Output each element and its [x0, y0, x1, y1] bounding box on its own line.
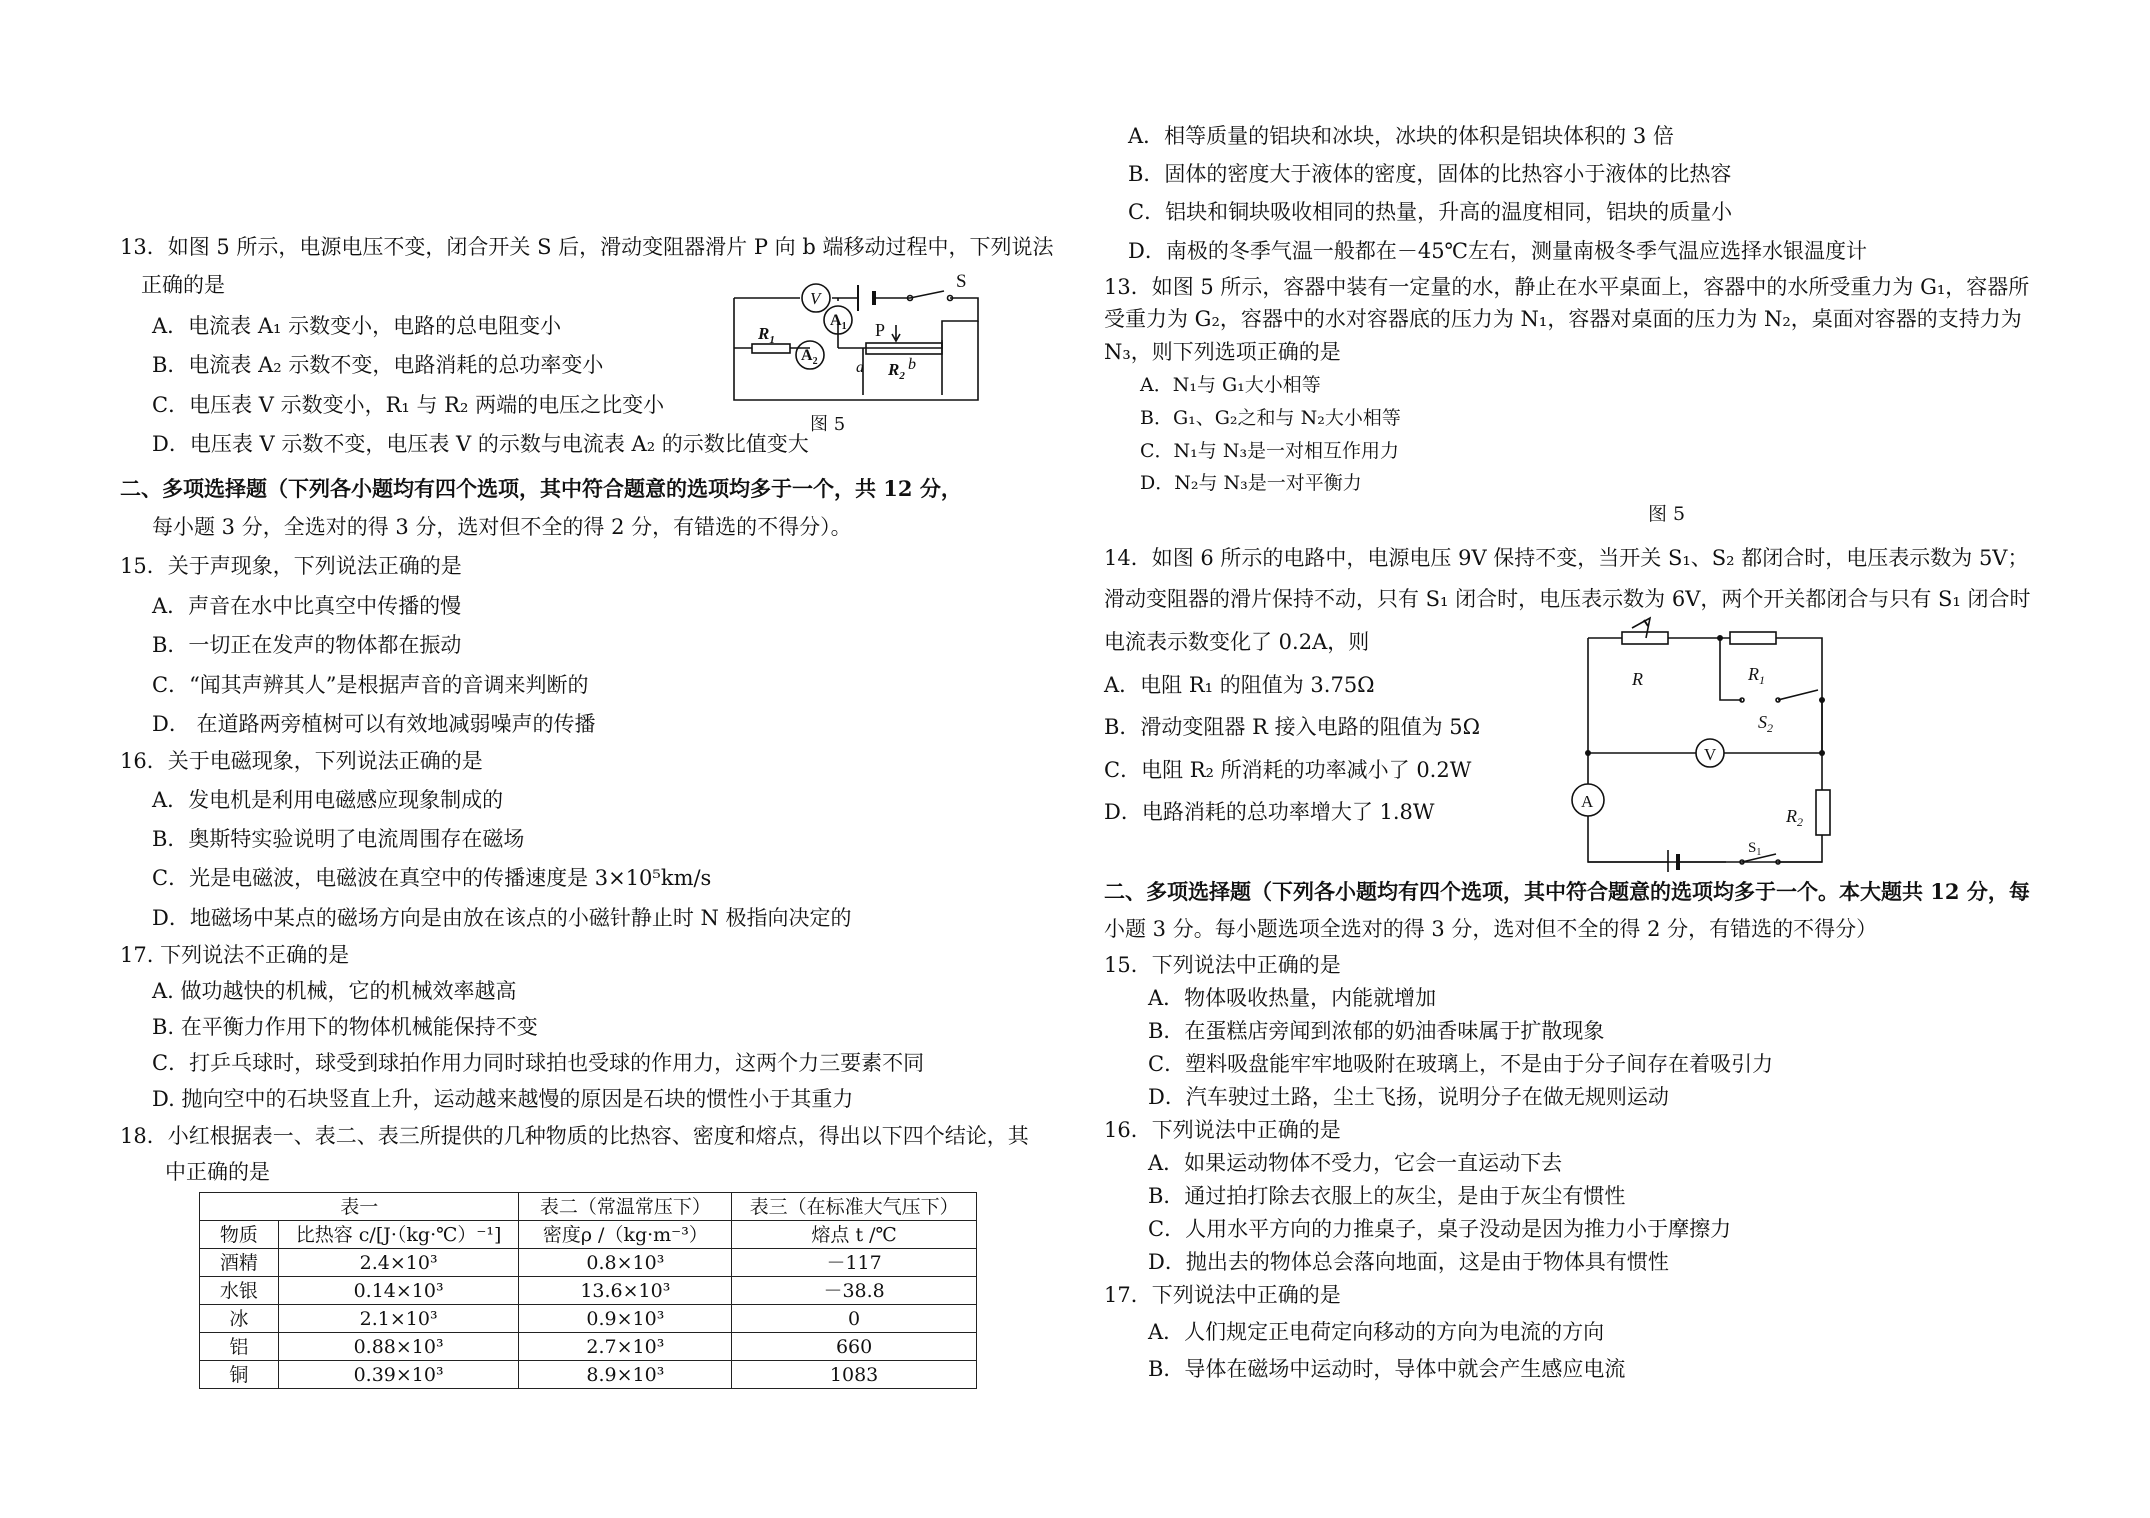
p-label: P — [875, 320, 886, 340]
question-14-option-b: B．滑动变阻器 R 接入电路的阻值为 5Ω — [1104, 715, 1481, 739]
question-14-stem-2: 滑动变阻器的滑片保持不动，只有 S₁ 闭合时，电压表示数为 6V，两个开关都闭合与只有 S₁ 闭合时 — [1104, 587, 2031, 611]
table-column-header-row — [200, 1221, 977, 1249]
question-15-option-b: B．一切正在发声的物体都在振动 — [152, 633, 462, 657]
right-question-17-option-b: B．导体在磁场中运动时，导体中就会产生感应电流 — [1148, 1357, 1626, 1381]
right-question-15-option-d: D．汽车驶过土路，尘土飞扬，说明分子在做无规则运动 — [1148, 1085, 1669, 1109]
table-header: 密度ρ /（kg·m⁻³） — [519, 1221, 732, 1249]
figure-5-circuit — [728, 265, 988, 430]
table-cell: 0.9×10³ — [519, 1305, 732, 1333]
right-section-2-heading: 二、多项选择题（下列各小题均有四个选项，其中符合题意的选项均多于一个。本大题共 12 分，每 — [1104, 879, 2030, 904]
question-15-stem: 15．关于声现象，下列说法正确的是 — [120, 554, 462, 578]
question-13-option-d: D．电压表 V 示数不变，电压表 V 的示数与电流表 A₂ 的示数比值变大 — [152, 432, 809, 456]
table-row — [200, 1305, 977, 1333]
table-cell: 2.4×10³ — [278, 1249, 519, 1277]
b-label: b — [908, 356, 916, 373]
right-question-13-option-a: A．N₁与 G₁大小相等 — [1140, 374, 1321, 396]
question-14-option-a: A．电阻 R₁ 的阻值为 3.75Ω — [1104, 673, 1375, 697]
table-cell: 13.6×10³ — [519, 1277, 732, 1305]
table-row — [200, 1361, 977, 1389]
right-question-16-option-a: A．如果运动物体不受力，它会一直运动下去 — [1148, 1151, 1563, 1175]
right-question-16-stem: 16．下列说法中正确的是 — [1104, 1118, 1341, 1142]
r2-resistor — [1816, 790, 1830, 835]
question-15-option-c: C．“闻其声辨其人”是根据声音的音调来判断的 — [152, 673, 589, 697]
table-cell: 1083 — [732, 1361, 977, 1389]
question-18-stem: 18．小红根据表一、表二、表三所提供的几种物质的比热容、密度和熔点，得出以下四个结论，其 — [120, 1124, 1029, 1148]
question-17-option-d: D. 抛向空中的石块竖直上升，运动越来越慢的原因是石块的惯性小于其重力 — [152, 1087, 854, 1111]
a1-label: $A_1$ — [830, 312, 847, 332]
question-17-option-c: C．打乒乓球时，球受到球拍作用力同时球拍也受球的作用力，这两个力三要素不同 — [152, 1051, 925, 1075]
r2-label: $R_2$ — [888, 360, 905, 382]
table-group-header-row — [200, 1193, 977, 1221]
a2-label: $A_2$ — [801, 347, 818, 367]
right-question-16-option-c: C．人用水平方向的力推桌子，桌子没动是因为推力小于摩擦力 — [1148, 1217, 1732, 1241]
question-13-stem-cont: 正确的是 — [141, 273, 225, 297]
right-question-15-option-b: B．在蛋糕店旁闻到浓郁的奶油香味属于扩散现象 — [1148, 1019, 1605, 1043]
question-14-option-c: C．电阻 R₂ 所消耗的功率减小了 0.2W — [1104, 758, 1472, 782]
figure-5-caption: 图 5 — [810, 414, 846, 435]
question-16-option-b: B．奥斯特实验说明了电流周围存在磁场 — [152, 827, 525, 851]
table-cell: －38.8 — [732, 1277, 977, 1305]
question-13-option-a: A．电流表 A₁ 示数变小，电路的总电阻变小 — [152, 314, 562, 338]
table-cell: 0.88×10³ — [278, 1333, 519, 1361]
right-question-16-option-b: B．通过拍打除去衣服上的灰尘，是由于灰尘有惯性 — [1148, 1184, 1626, 1208]
question-18-option-b: B．固体的密度大于液体的密度，固体的比热容小于液体的比热容 — [1128, 162, 1732, 186]
s1-label: $S_1$ — [1748, 840, 1762, 858]
table-cell: 铜 — [200, 1361, 279, 1389]
question-16-option-c: C．光是电磁波，电磁波在真空中的传播速度是 3×10⁵km/s — [152, 866, 712, 890]
table-cell: 0.14×10³ — [278, 1277, 519, 1305]
question-15-option-a: A．声音在水中比真空中传播的慢 — [152, 594, 462, 618]
question-14-stem-3: 电流表示数变化了 0.2A，则 — [1104, 630, 1370, 654]
question-18-option-d: D．南极的冬季气温一般都在－45℃左右，测量南极冬季气温应选择水银温度计 — [1128, 239, 1868, 263]
right-question-13-option-d: D．N₂与 N₃是一对平衡力 — [1140, 472, 1362, 494]
slider-p — [892, 325, 900, 341]
right-question-17-option-a: A．人们规定正电荷定向移动的方向为电流的方向 — [1148, 1320, 1605, 1344]
question-13-option-b: B．电流表 A₂ 示数不变，电路消耗的总功率变小 — [152, 353, 604, 377]
question-13-option-c: C．电压表 V 示数变小，R₁ 与 R₂ 两端的电压之比变小 — [152, 393, 665, 417]
right-question-13-option-c: C．N₁与 N₃是一对相互作用力 — [1140, 440, 1400, 462]
v-label: V — [1704, 745, 1717, 764]
right-figure-5-caption: 图 5 — [1648, 503, 1686, 525]
switch-label: S — [956, 271, 967, 292]
table-row — [200, 1249, 977, 1277]
table-header: 表一 — [200, 1193, 519, 1221]
right-question-16-option-d: D．抛出去的物体总会落向地面，这是由于物体具有惯性 — [1148, 1250, 1669, 1274]
question-16-option-a: A．发电机是利用电磁感应现象制成的 — [152, 788, 504, 812]
question-15-option-d: D． 在道路两旁植树可以有效地减弱噪声的传播 — [152, 712, 596, 736]
question-17-option-b: B. 在平衡力作用下的物体机械能保持不变 — [152, 1015, 538, 1039]
question-16-stem: 16．关于电磁现象，下列说法正确的是 — [120, 749, 483, 773]
table-header: 表三（在标准大气压下） — [732, 1193, 977, 1221]
r2-label: $R_2$ — [1786, 806, 1803, 829]
r1-label: $R_1$ — [1748, 664, 1765, 687]
table-cell: 660 — [732, 1333, 977, 1361]
table-header: 表二（常温常压下） — [519, 1193, 732, 1221]
question-14-stem: 14．如图 6 所示的电路中，电源电压 9V 保持不变，当开关 S₁、S₂ 都闭合时，电压表示数为 5V； — [1104, 546, 2029, 570]
table-cell: 酒精 — [200, 1249, 279, 1277]
rheostat-r — [1622, 632, 1668, 644]
table-cell: －117 — [732, 1249, 977, 1277]
right-question-15-option-a: A．物体吸收热量，内能就增加 — [1148, 986, 1437, 1010]
right-question-15-stem: 15．下列说法中正确的是 — [1104, 953, 1341, 977]
table-cell: 8.9×10³ — [519, 1361, 732, 1389]
table-cell: 0.39×10³ — [278, 1361, 519, 1389]
table-cell: 铝 — [200, 1333, 279, 1361]
question-17-stem: 17. 下列说法不正确的是 — [120, 943, 350, 967]
properties-table — [199, 1192, 977, 1389]
table-header: 物质 — [200, 1221, 279, 1249]
table-cell: 2.1×10³ — [278, 1305, 519, 1333]
r1-resistor — [1730, 632, 1776, 644]
table-cell: 水银 — [200, 1277, 279, 1305]
r-label: R — [1632, 669, 1643, 689]
question-17-option-a: A. 做功越快的机械，它的机械效率越高 — [152, 979, 517, 1003]
question-18-stem-cont: 中正确的是 — [165, 1160, 270, 1184]
question-18-option-c: C．铝块和铜块吸收相同的热量，升高的温度相同，铝块的质量小 — [1128, 200, 1733, 224]
table-cell: 0.8×10³ — [519, 1249, 732, 1277]
table-row — [200, 1277, 977, 1305]
s2-label: $S_2$ — [1758, 712, 1773, 735]
table-cell: 0 — [732, 1305, 977, 1333]
right-question-13-stem-2: 受重力为 G₂，容器中的水对容器底的压力为 N₁，容器对桌面的压力为 N₂，桌面对容器的支持力为 — [1104, 307, 2022, 331]
question-18-option-a: A．相等质量的铝块和冰块，冰块的体积是铝块体积的 3 倍 — [1128, 124, 1674, 148]
table-row — [200, 1333, 977, 1361]
voltmeter-label: V — [810, 289, 821, 308]
right-question-13-stem: 13．如图 5 所示，容器中装有一定量的水，静止在水平桌面上，容器中的水所受重力为 G₁，容器所 — [1104, 275, 2030, 299]
right-section-2-heading-cont: 小题 3 分。每小题选项全选对的得 3 分，选对但不全的得 2 分，有错选的不得分） — [1104, 917, 1878, 941]
a-label: A — [1581, 792, 1594, 811]
question-16-option-d: D．地磁场中某点的磁场方向是由放在该点的小磁针静止时 N 极指向决定的 — [152, 906, 852, 930]
right-question-13-option-b: B．G₁、G₂之和与 N₂大小相等 — [1140, 407, 1401, 429]
r1-label: $R_1$ — [758, 324, 775, 346]
table-header: 比热容 c/[J·（kg·℃）⁻¹] — [278, 1221, 519, 1249]
figure-6-circuit — [1550, 610, 1850, 872]
right-question-17-stem: 17．下列说法中正确的是 — [1104, 1283, 1341, 1307]
right-question-13-stem-3: N₃，则下列选项正确的是 — [1104, 340, 1341, 364]
question-14-option-d: D．电路消耗的总功率增大了 1.8W — [1104, 800, 1435, 824]
table-header: 熔点 t /℃ — [732, 1221, 977, 1249]
a-label: a — [856, 359, 864, 376]
section-2-heading: 二、多项选择题（下列各小题均有四个选项，其中符合题意的选项均多于一个，共 12 分， — [120, 476, 962, 501]
section-2-heading-cont: 每小题 3 分，全选对的得 3 分，选对但不全的得 2 分，有错选的不得分）。 — [152, 515, 852, 539]
table-cell: 冰 — [200, 1305, 279, 1333]
table-cell: 2.7×10³ — [519, 1333, 732, 1361]
question-13-stem: 13．如图 5 所示，电源电压不变，闭合开关 S 后，滑动变阻器滑片 P 向 b 端移动过程中，下列说法 — [120, 235, 1054, 259]
right-question-15-option-c: C．塑料吸盘能牢牢地吸附在玻璃上，不是由于分子间存在着吸引力 — [1148, 1052, 1774, 1076]
